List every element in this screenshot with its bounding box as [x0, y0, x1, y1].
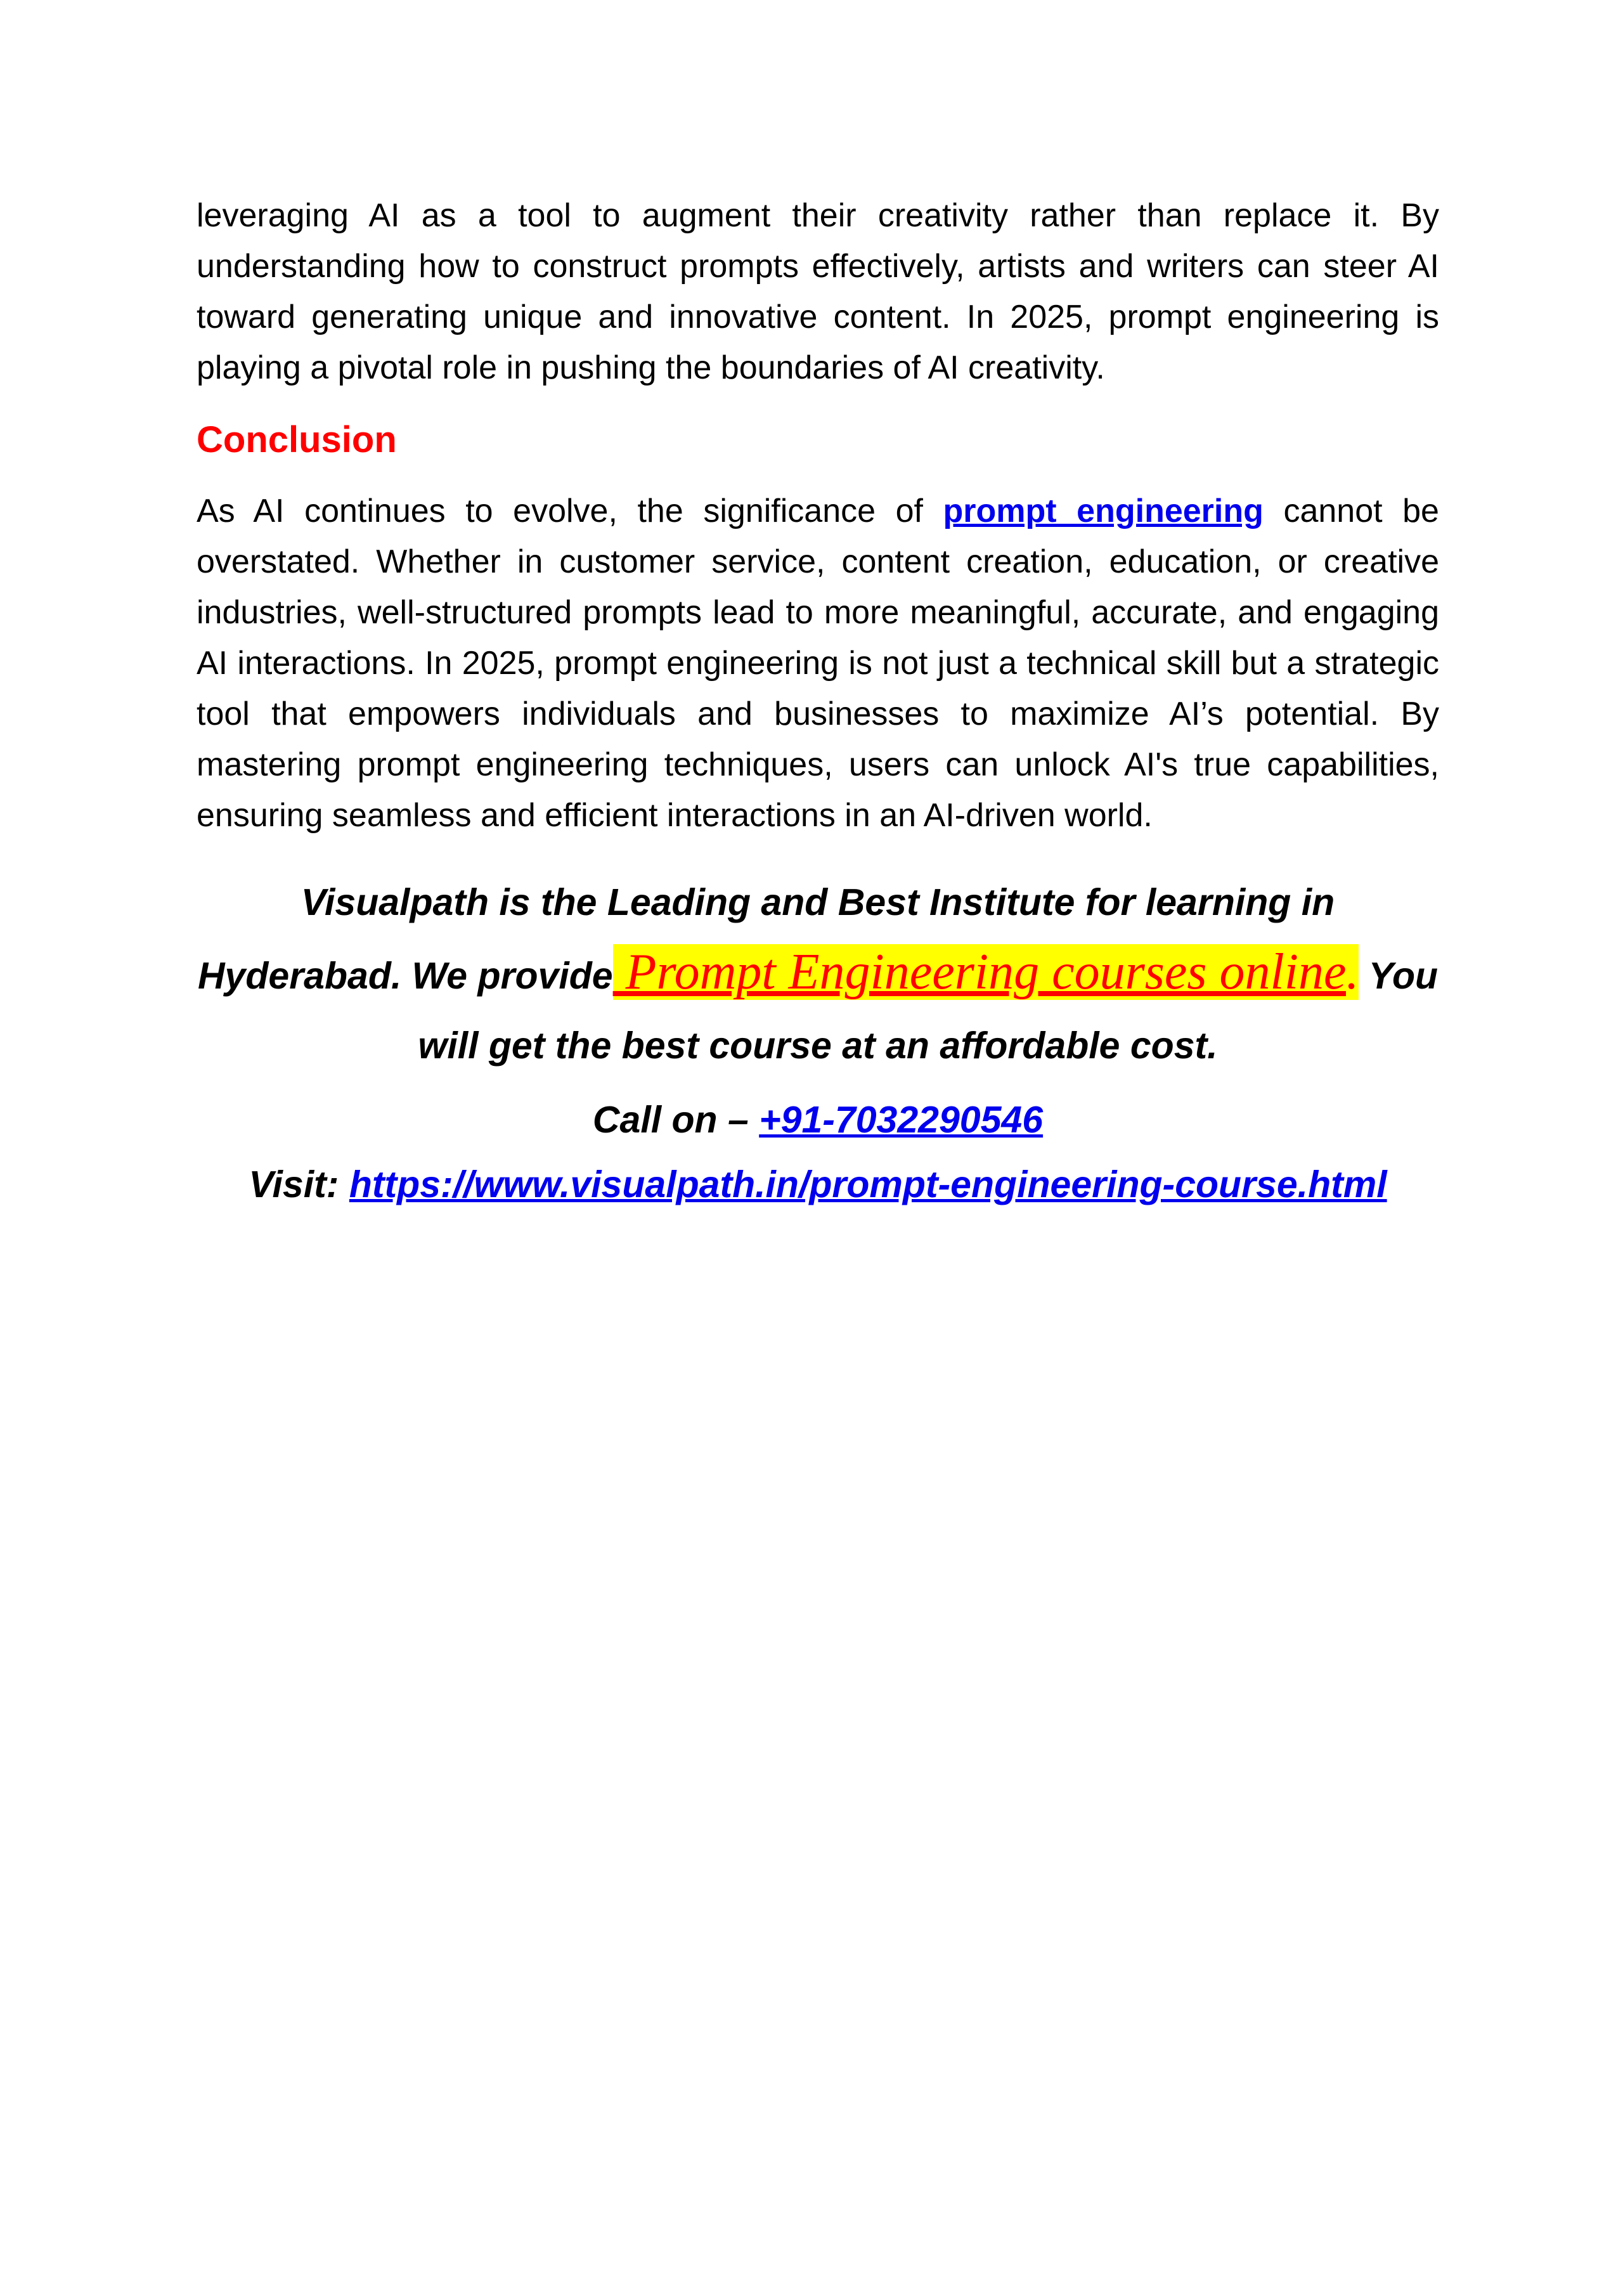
conclusion-paragraph: [197, 486, 1439, 841]
intro-paragraph: leveraging AI as a tool to augment their creativity rather than replace it. By understanding how to construct prompts effectively, artists and writers can steer AI toward generating unique and innovative content. In 2025, prompt engineering is playing a pivotal role in pushing the boundaries of AI creativity.: [197, 197, 1439, 386]
phone-link[interactable]: +91-7032290546: [759, 1099, 1044, 1141]
conclusion-text-end: cannot be overstated. Whether in customer service, content creation, education, or creative industries, well-structured prompts lead to more meaningful, accurate, and engaging AI interactions. In 2025, prompt engineering is not just a technical skill but a strategic tool that empowers individuals and businesses to maximize AI’s potential. By mastering prompt engineering techniques, users can unlock AI's true capabilities, ensuring seamless and efficient interactions in an AI-driven world.: [197, 493, 1439, 834]
visit-line: [197, 1159, 1439, 1210]
promo-block: [197, 867, 1439, 1080]
promo-outro-text: You will get the best course at an affordable cost.: [418, 955, 1439, 1067]
course-link[interactable]: Prompt Engineering courses online: [612, 944, 1347, 1000]
call-line: [197, 1094, 1439, 1145]
conclusion-heading: Conclusion: [197, 419, 397, 460]
promo-intro-text: Visualpath is the Leading and Best Institute for learning in Hyderabad. We provide: [197, 881, 1335, 997]
call-label: Call on –: [592, 1099, 760, 1141]
prompt-engineering-link[interactable]: prompt engineering: [943, 493, 1264, 529]
course-link-period: .: [1346, 944, 1359, 1000]
visit-label: Visit:: [249, 1164, 349, 1205]
document-page: [197, 190, 1439, 1210]
website-link[interactable]: https://www.visualpath.in/prompt-engineering-course.html: [349, 1164, 1387, 1205]
conclusion-text-start: As AI continues to evolve, the significance of: [197, 493, 943, 529]
